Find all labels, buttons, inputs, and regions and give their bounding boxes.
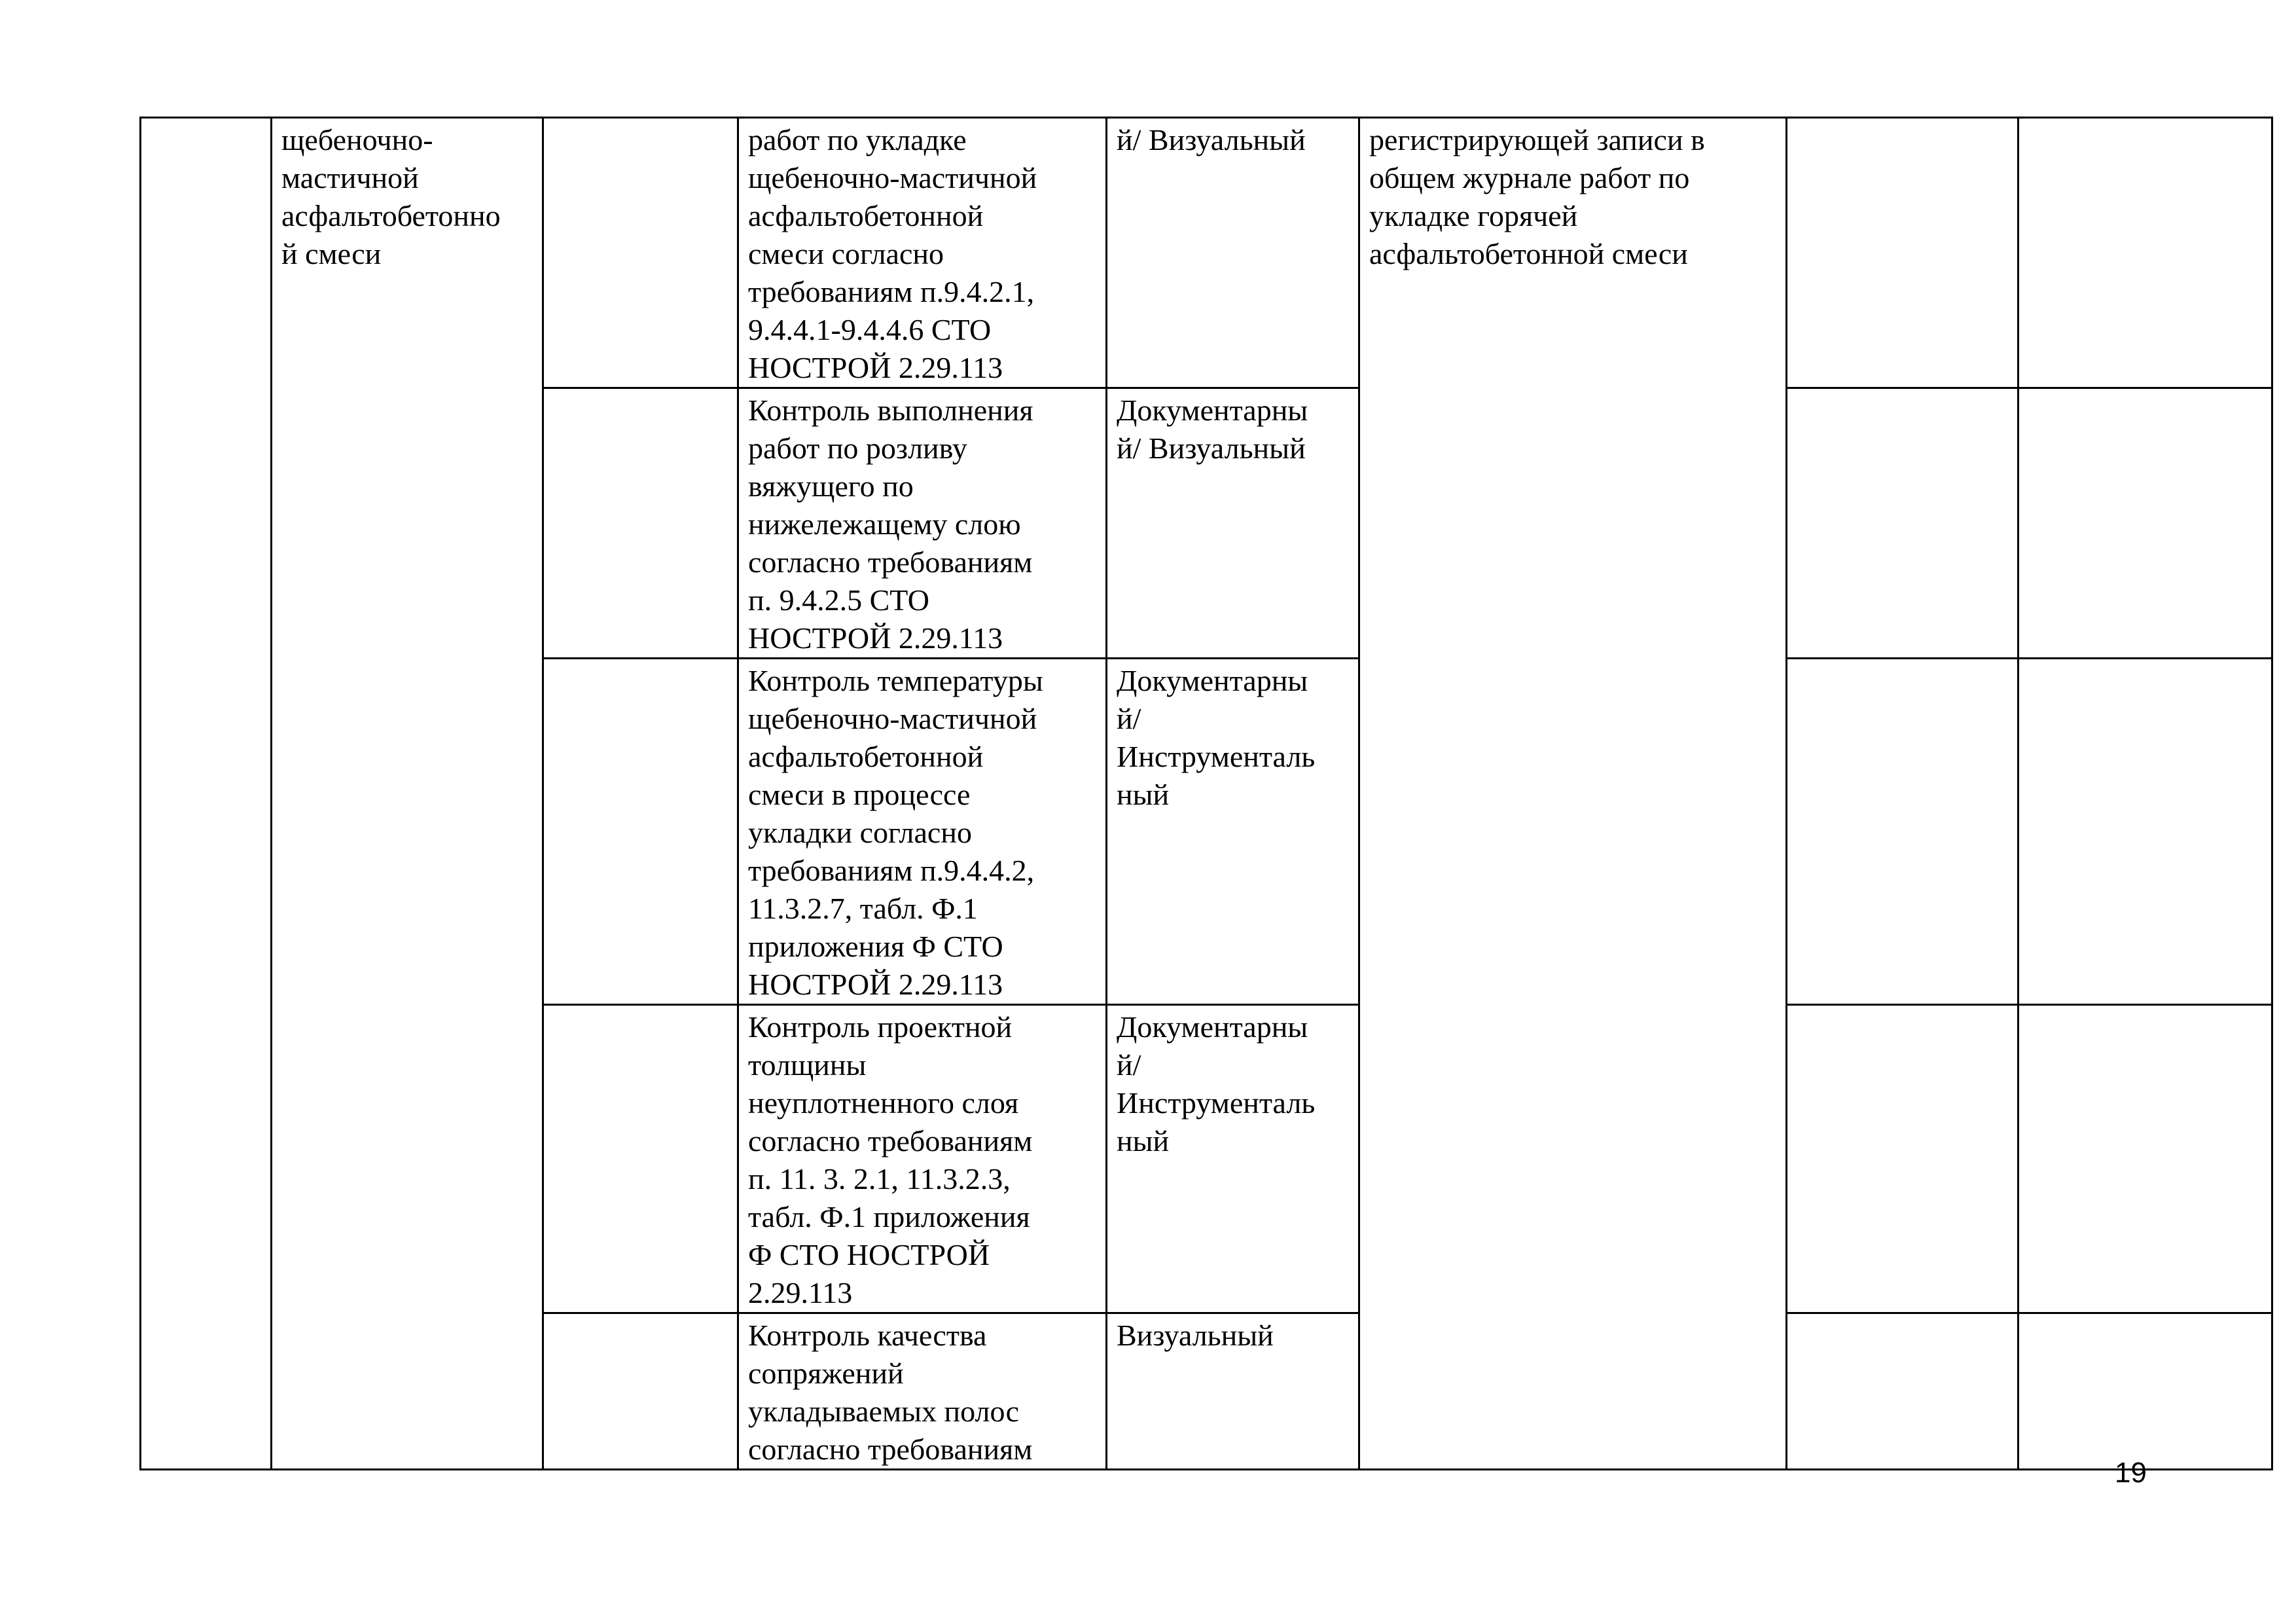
text-line: регистрирующей записи в: [1369, 123, 1705, 156]
col7-cell: [1787, 388, 2018, 659]
col7-cell: [1787, 659, 2018, 1005]
text-line: Контроль выполнения: [748, 393, 1033, 427]
text-line: НОСТРОЙ 2.29.113: [748, 968, 1003, 1001]
text-line: щебеночно-мастичной: [748, 161, 1037, 194]
text-line: й/: [1117, 702, 1141, 735]
text-line: щебеночно-: [281, 123, 433, 156]
col8-cell: [2018, 388, 2272, 659]
text-line: асфальтобетонно: [281, 199, 501, 232]
text-line: Документарны: [1117, 1010, 1308, 1044]
text-line: НОСТРОЙ 2.29.113: [748, 621, 1003, 655]
method-cell: [1107, 1005, 1359, 1313]
text-line: асфальтобетонной смеси: [1369, 237, 1688, 270]
text-line: й/ Визуальный: [1117, 123, 1306, 156]
col8-cell: [2018, 659, 2272, 1005]
text-line: й/: [1117, 1048, 1141, 1082]
text-line: й/ Визуальный: [1117, 431, 1306, 465]
text-line: табл. Ф.1 приложения: [748, 1200, 1030, 1233]
text-line: общем журнале работ по: [1369, 161, 1690, 194]
text-line: неуплотненного слоя: [748, 1086, 1019, 1120]
text-line: 2.29.113: [748, 1276, 853, 1309]
record-cell: [1359, 118, 1787, 1470]
text-line: Контроль проектной: [748, 1010, 1013, 1044]
text-line: ный: [1117, 778, 1170, 811]
text-line: мастичной: [281, 161, 419, 194]
col3-cell: [543, 659, 738, 1005]
col8-cell: [2018, 1005, 2272, 1313]
text-line: смеси в процессе: [748, 778, 971, 811]
control-cell: [738, 1313, 1107, 1470]
col3-cell: [543, 388, 738, 659]
text-line: согласно требованиям: [748, 545, 1033, 579]
control-cell: [738, 659, 1107, 1005]
text-line: Визуальный: [1117, 1319, 1274, 1352]
control-cell: [738, 1005, 1107, 1313]
text-line: й смеси: [281, 237, 382, 270]
text-line: требованиям п.9.4.2.1,: [748, 275, 1035, 308]
method-cell: [1107, 388, 1359, 659]
col7-cell: [1787, 118, 2018, 388]
text-line: укладываемых полос: [748, 1395, 1020, 1428]
text-line: Документарны: [1117, 393, 1308, 427]
text-line: сопряжений: [748, 1357, 904, 1390]
text-line: приложения Ф СТО: [748, 930, 1003, 963]
col7-cell: [1787, 1313, 2018, 1470]
text-line: п. 11. 3. 2.1, 11.3.2.3,: [748, 1162, 1011, 1195]
col3-cell: [543, 118, 738, 388]
text-line: асфальтобетонной: [748, 740, 984, 773]
method-cell: [1107, 118, 1359, 388]
text-line: согласно требованиям: [748, 1432, 1033, 1466]
method-cell: [1107, 1313, 1359, 1470]
method-cell: [1107, 659, 1359, 1005]
control-cell: [738, 388, 1107, 659]
text-line: вяжущего по: [748, 469, 914, 503]
text-line: работ по розливу: [748, 431, 967, 465]
table-row: [141, 118, 2272, 388]
text-line: ный: [1117, 1124, 1170, 1158]
text-line: укладке горячей: [1369, 199, 1578, 232]
text-line: укладки согласно: [748, 816, 972, 849]
text-line: Ф СТО НОСТРОЙ: [748, 1238, 990, 1271]
text-line: толщины: [748, 1048, 867, 1082]
text-line: работ по укладке: [748, 123, 967, 156]
col7-cell: [1787, 1005, 2018, 1313]
text-line: Контроль температуры: [748, 664, 1043, 697]
col3-cell: [543, 1005, 738, 1313]
text-line: Инструменталь: [1117, 1086, 1316, 1120]
work-stage-cell: [272, 118, 543, 1470]
text-line: Инструменталь: [1117, 740, 1316, 773]
text-line: п. 9.4.2.5 СТО: [748, 583, 930, 617]
text-line: НОСТРОЙ 2.29.113: [748, 351, 1003, 384]
text-line: требованиям п.9.4.4.2,: [748, 854, 1035, 887]
page-number: 19: [2115, 1457, 2147, 1489]
col1-cell: [141, 118, 272, 1470]
col8-cell: [2018, 118, 2272, 388]
text-line: Контроль качества: [748, 1319, 987, 1352]
quality-control-table: [139, 117, 2273, 1470]
text-line: асфальтобетонной: [748, 199, 984, 232]
control-cell: [738, 118, 1107, 388]
text-line: смеси согласно: [748, 237, 944, 270]
col8-cell: [2018, 1313, 2272, 1470]
text-line: 9.4.4.1-9.4.4.6 СТО: [748, 313, 992, 346]
text-line: согласно требованиям: [748, 1124, 1033, 1158]
text-line: щебеночно-мастичной: [748, 702, 1037, 735]
text-line: нижележащему слою: [748, 507, 1021, 541]
col3-cell: [543, 1313, 738, 1470]
text-line: 11.3.2.7, табл. Ф.1: [748, 892, 978, 925]
text-line: Документарны: [1117, 664, 1308, 697]
